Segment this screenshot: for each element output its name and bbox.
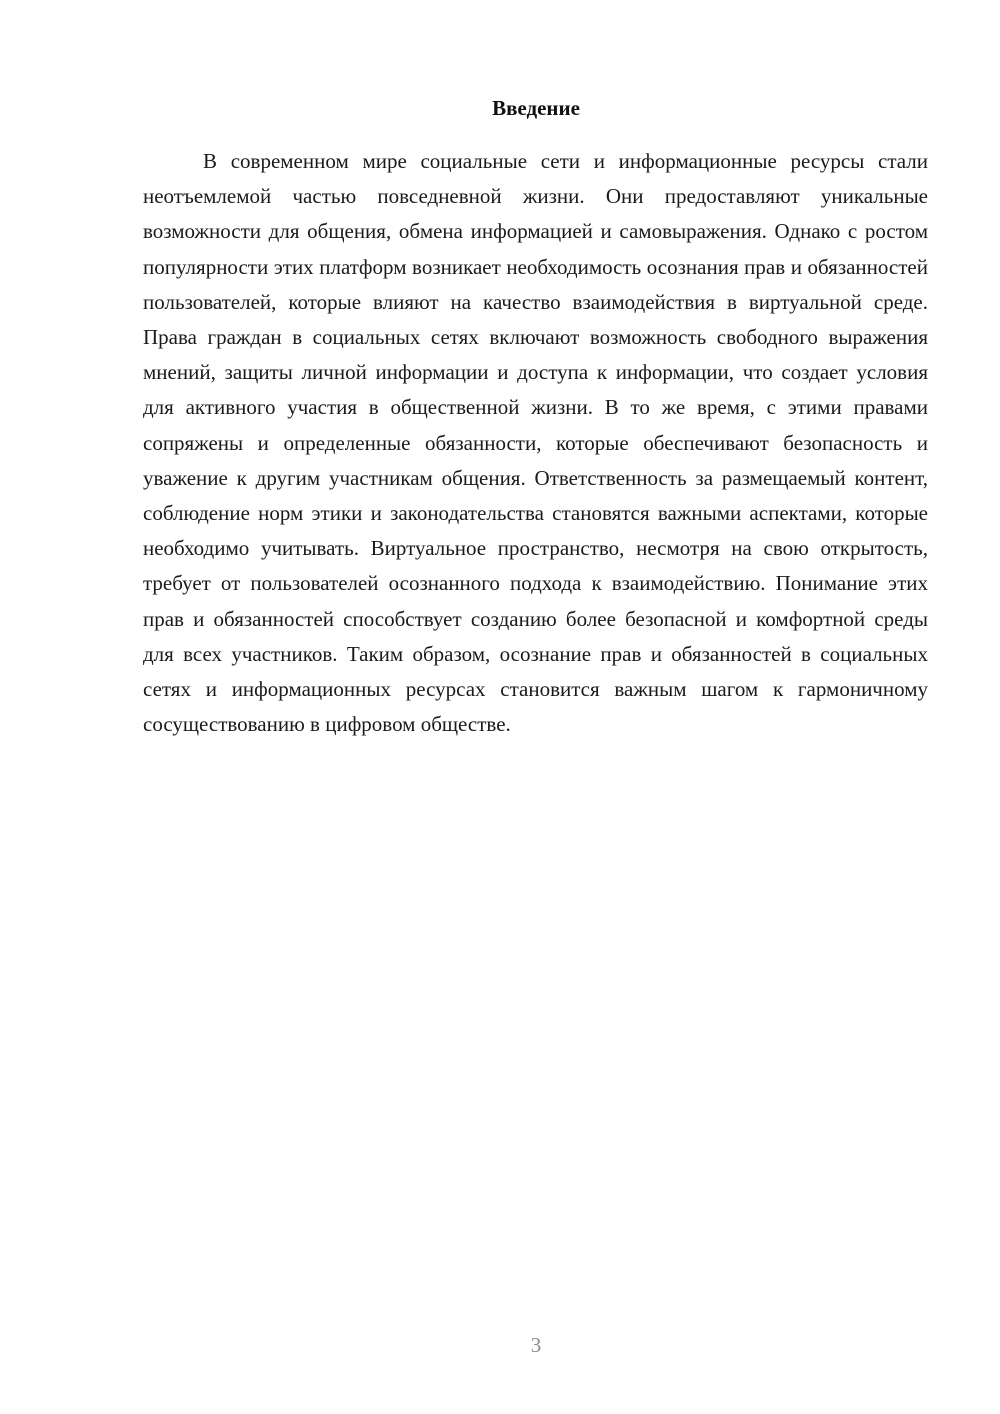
page-title: Введение [492,96,580,120]
page-number: 3 [530,1333,542,1357]
body-paragraph: В современном мире социальные сети и информационные ресурсы стали неотъемлемой частью повседневной жизни. Они предоставляют уникальные возможности для общения, обмена информацией и самовыражения. Однако с ростом популярности этих платформ возникает необходимость осознания прав и обязанностей пользователей, которые влияют на качество взаимодействия в виртуальной среде. Права граждан в социальных сетях включают возможность свободного выражения мнений, защиты личной информации и доступа к информации, что создает условия для активного участия в общественной жизни. В то же время, с этими правами сопряжены и определенные обязанности, которые обеспечивают безопасность и уважение к другим участникам общения. Ответственность за размещаемый контент, соблюдение норм этики и законодательства становятся важными аспектами, которые необходимо учитывать. Виртуальное пространство, несмотря на свою открытость, требует от пользователей осознанного подхода к взаимодействию. Понимание этих прав и обязанностей способствует созданию более безопасной и комфортной среды для всех участников. Таким образом, осознание прав и обязанностей в социальных сетях и информационных ресурсах становится важным шагом к гармоничному сосуществованию в цифровом обществе. [143,149,928,737]
